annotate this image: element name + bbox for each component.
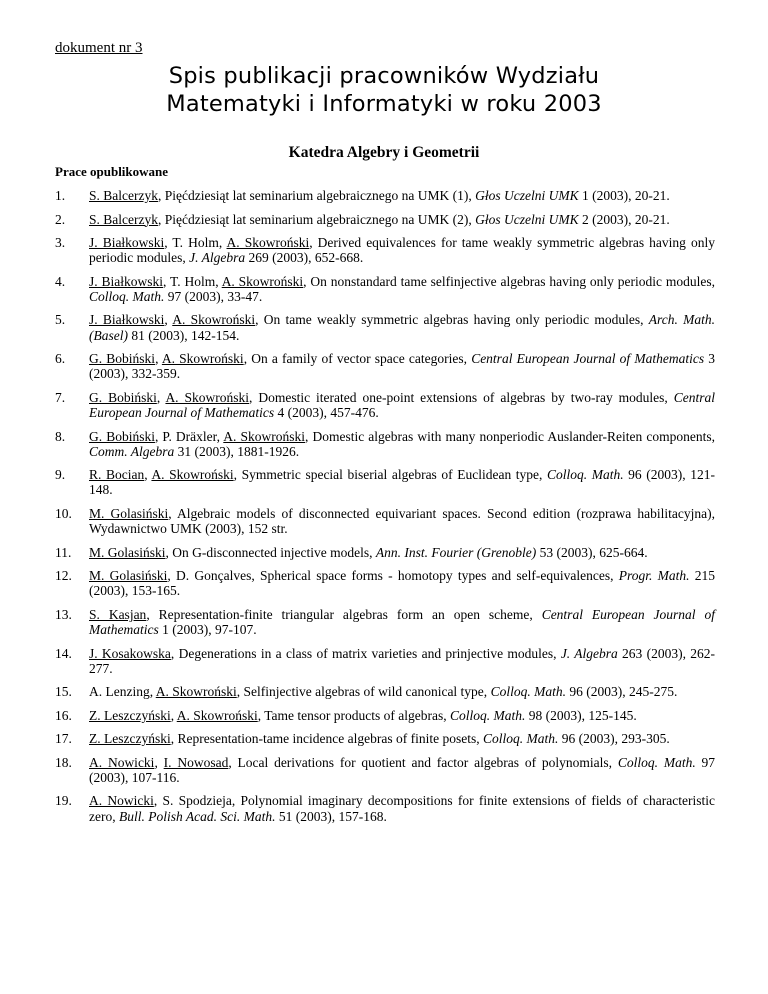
- citation-text: , Pięćdziesiąt lat seminarium algebraicznego na UMK (2),: [157, 211, 476, 227]
- author-name: A. Skowroński: [155, 684, 237, 700]
- author-name: G. Bobiński: [89, 351, 156, 367]
- publication-citation: [89, 235, 715, 265]
- publication-citation: [89, 390, 715, 420]
- citation-text: 97 (2003), 33-47.: [164, 288, 263, 304]
- journal-name: J. Algebra: [189, 250, 246, 266]
- title-line-1: Spis publikacji pracowników Wydziału: [168, 63, 600, 89]
- publication-number: 9.: [55, 467, 66, 483]
- publication-item: [55, 568, 715, 598]
- citation-text: , Domestic iterated one-point extensions of algebras by two-ray modules,: [249, 389, 674, 405]
- author-name: Z. Leszczyński: [89, 707, 171, 723]
- publication-number: 18.: [55, 754, 72, 770]
- journal-name: Bull. Polish Acad. Sci. Math.: [118, 808, 276, 824]
- author-name: G. Bobiński: [89, 428, 155, 444]
- citation-text: 96 (2003), 245-275.: [565, 684, 678, 700]
- publication-citation: [89, 684, 715, 699]
- publication-item: [55, 429, 715, 459]
- publication-citation: [89, 755, 715, 785]
- author-name: Z. Leszczyński: [89, 731, 171, 747]
- citation-text: , S. Spodzieja, Polynomial imaginary decompositions for finite extensions of fields of characteristic zero,: [89, 793, 715, 824]
- citation-text: , D. Gonçalves, Spherical space forms - homotopy types and self-equivalences,: [167, 568, 619, 584]
- author-name: J. Kosakowska: [89, 645, 171, 661]
- publication-number: 8.: [55, 428, 66, 444]
- author-name: J. Białkowski: [89, 273, 163, 289]
- publication-citation: [89, 506, 715, 536]
- author-name: M. Golasiński: [89, 505, 169, 521]
- publication-number: 13.: [55, 606, 72, 622]
- publication-citation: [89, 212, 715, 227]
- publication-number: 4.: [55, 273, 66, 289]
- publication-item: [55, 708, 715, 723]
- publication-number: 7.: [55, 389, 66, 405]
- author-name: A. Skowroński: [165, 389, 250, 405]
- citation-text: 263 (2003), 262-277.: [89, 645, 715, 676]
- author-name: G. Bobiński: [89, 389, 157, 405]
- author-name: R. Bocian: [89, 467, 145, 483]
- citation-text: , Degenerations in a class of matrix varieties and prinjective modules,: [170, 645, 561, 661]
- author-name: A. Skowroński: [226, 235, 310, 250]
- publication-number: 1.: [55, 188, 66, 203]
- publication-item: [55, 755, 715, 785]
- author-name: A. Skowroński: [223, 428, 306, 444]
- publication-citation: [89, 568, 715, 598]
- citation-text: , T. Holm,: [164, 235, 227, 250]
- author-name: J. Białkowski: [89, 312, 165, 328]
- section-heading: Prace opublikowane: [55, 164, 169, 179]
- publication-citation: [89, 793, 715, 823]
- publication-citation: [89, 274, 715, 304]
- citation-text: 53 (2003), 625-664.: [536, 544, 648, 560]
- publication-number: 15.: [55, 684, 72, 700]
- publication-citation: [89, 646, 715, 676]
- journal-name: Głos Uczelni UMK: [475, 211, 579, 227]
- publication-citation: [89, 429, 715, 459]
- publication-citation: [89, 607, 715, 637]
- publication-number: 17.: [55, 731, 72, 747]
- publication-item: [55, 212, 715, 227]
- citation-text: ,: [164, 312, 173, 328]
- department-heading: Katedra Algebry i Geometrii: [288, 144, 480, 161]
- citation-text: , Derived equivalences for tame weakly symmetric algebras having only periodic modules,: [89, 235, 715, 266]
- citation-text: , Selfinjective algebras of wild canonical type,: [236, 684, 491, 700]
- publication-number: 14.: [55, 645, 72, 661]
- journal-name: Comm. Algebra: [89, 443, 175, 459]
- publication-item: [55, 731, 715, 746]
- journal-name: Ann. Inst. Fourier (Grenoble): [375, 544, 537, 560]
- citation-text: 1 (2003), 97-107.: [158, 622, 257, 638]
- citation-text: , P. Dräxler,: [154, 428, 224, 444]
- publication-number: 6.: [55, 351, 66, 367]
- citation-text: , On a family of vector space categories,: [243, 351, 472, 367]
- publication-item: [55, 312, 715, 342]
- publication-number: 5.: [55, 312, 66, 328]
- publication-citation: [89, 467, 715, 497]
- journal-name: Colloq. Math.: [89, 288, 165, 304]
- citation-text: , Domestic algebras with many nonperiodic Auslander-Reiten components,: [305, 428, 715, 444]
- journal-name: J. Algebra: [560, 645, 618, 661]
- author-name: A. Skowroński: [151, 467, 234, 483]
- citation-text: , Representation-tame incidence algebras of finite posets,: [170, 731, 483, 747]
- publication-citation: [89, 312, 715, 342]
- citation-text: 3 (2003), 332-359.: [89, 351, 716, 382]
- publication-number: 12.: [55, 568, 72, 584]
- citation-text: ,: [170, 707, 177, 723]
- citation-text: ,: [155, 351, 162, 367]
- title-line-2: Matematyki i Informatyki w roku 2003: [166, 91, 602, 117]
- publication-list: [55, 188, 715, 832]
- author-name: M. Golasiński: [89, 544, 166, 560]
- citation-text: 96 (2003), 293-305.: [558, 731, 670, 747]
- journal-name: Central European Journal of Mathematics: [471, 351, 705, 367]
- publication-number: 10.: [55, 505, 72, 521]
- publication-citation: [89, 708, 715, 723]
- citation-text: , Symmetric special biserial algebras of Euclidean type,: [233, 467, 547, 483]
- citation-text: 1 (2003), 20-21.: [578, 188, 670, 203]
- citation-text: 4 (2003), 457-476.: [274, 405, 379, 421]
- citation-text: 96 (2003), 121-148.: [89, 467, 715, 498]
- journal-name: Colloq. Math.: [450, 707, 526, 723]
- citation-text: , On G-disconnected injective models,: [165, 544, 376, 560]
- citation-text: , Tame tensor products of algebras,: [257, 707, 450, 723]
- citation-text: , Local derivations for quotient and factor algebras of polynomials,: [228, 754, 618, 770]
- publication-item: [55, 274, 715, 304]
- author-name: I. Nowosad: [163, 754, 229, 770]
- citation-text: 98 (2003), 125-145.: [525, 707, 637, 723]
- page-title: [0, 62, 768, 118]
- author-name: J. Białkowski: [89, 235, 165, 250]
- document-number: dokument nr 3: [55, 40, 143, 56]
- publication-number: 11.: [55, 544, 72, 560]
- citation-text: , Pięćdziesiąt lat seminarium algebraicznego na UMK (1),: [157, 188, 476, 203]
- publication-item: [55, 390, 715, 420]
- journal-name: Głos Uczelni UMK: [475, 188, 579, 203]
- citation-text: 269 (2003), 652-668.: [245, 250, 364, 266]
- publication-number: 2.: [55, 211, 66, 227]
- citation-text: , On tame weakly symmetric algebras having only periodic modules,: [255, 312, 649, 328]
- citation-text: 2 (2003), 20-21.: [578, 211, 670, 227]
- publication-number: 3.: [55, 235, 66, 250]
- author-name: A. Skowroński: [221, 273, 304, 289]
- journal-name: Colloq. Math.: [547, 467, 624, 483]
- citation-text: ,: [156, 389, 166, 405]
- citation-text: 51 (2003), 157-168.: [275, 808, 387, 824]
- publication-item: [55, 188, 715, 203]
- publication-citation: [89, 545, 715, 560]
- citation-text: A. Lenzing,: [89, 684, 156, 700]
- publication-item: [55, 793, 715, 823]
- journal-name: Central European Journal of Mathematics: [89, 606, 715, 638]
- journal-name: Arch. Math. (Basel): [89, 312, 715, 343]
- author-name: S. Balcerzyk: [89, 211, 158, 227]
- publication-item: [55, 235, 715, 265]
- author-name: A. Skowroński: [161, 351, 244, 367]
- publication-citation: [89, 188, 715, 203]
- citation-text: 215 (2003), 153-165.: [89, 568, 716, 599]
- publication-citation: [89, 731, 715, 746]
- citation-text: ,: [144, 467, 152, 483]
- publication-item: [55, 467, 715, 497]
- author-name: S. Balcerzyk: [89, 188, 158, 203]
- journal-name: Progr. Math.: [618, 568, 690, 584]
- citation-text: 97 (2003), 107-116.: [89, 754, 716, 785]
- publication-item: [55, 684, 715, 699]
- author-name: A. Nowicki: [89, 754, 155, 770]
- citation-text: ,: [154, 754, 164, 770]
- publication-item: [55, 545, 715, 560]
- citation-text: , T. Holm,: [162, 273, 222, 289]
- citation-text: , Representation-finite triangular algebras form an open scheme,: [146, 606, 542, 622]
- publication-item: [55, 351, 715, 381]
- author-name: M. Golasiński: [89, 568, 168, 584]
- citation-text: 31 (2003), 1881-1926.: [174, 443, 300, 459]
- publication-citation: [89, 351, 715, 381]
- citation-text: , Algebraic models of disconnected equivariant spaces. Second edition (rozprawa habilitacyjna), Wydawnictwo UMK (2003), 152 str.: [89, 505, 715, 537]
- publication-item: [55, 646, 715, 676]
- citation-text: , On nonstandard tame selfinjective algebras having only periodic modules,: [303, 273, 715, 289]
- journal-name: Central European Journal of Mathematics: [89, 389, 715, 421]
- author-name: A. Nowicki: [89, 793, 154, 809]
- publication-item: [55, 506, 715, 536]
- author-name: A. Skowroński: [176, 707, 258, 723]
- journal-name: Colloq. Math.: [490, 684, 566, 700]
- citation-text: 81 (2003), 142-154.: [127, 327, 240, 343]
- journal-name: Colloq. Math.: [482, 731, 559, 747]
- publication-item: [55, 607, 715, 637]
- author-name: S. Kasjan: [89, 606, 147, 622]
- publication-number: 19.: [55, 793, 72, 809]
- author-name: A. Skowroński: [172, 312, 256, 328]
- publication-number: 16.: [55, 707, 72, 723]
- journal-name: Colloq. Math.: [617, 754, 696, 770]
